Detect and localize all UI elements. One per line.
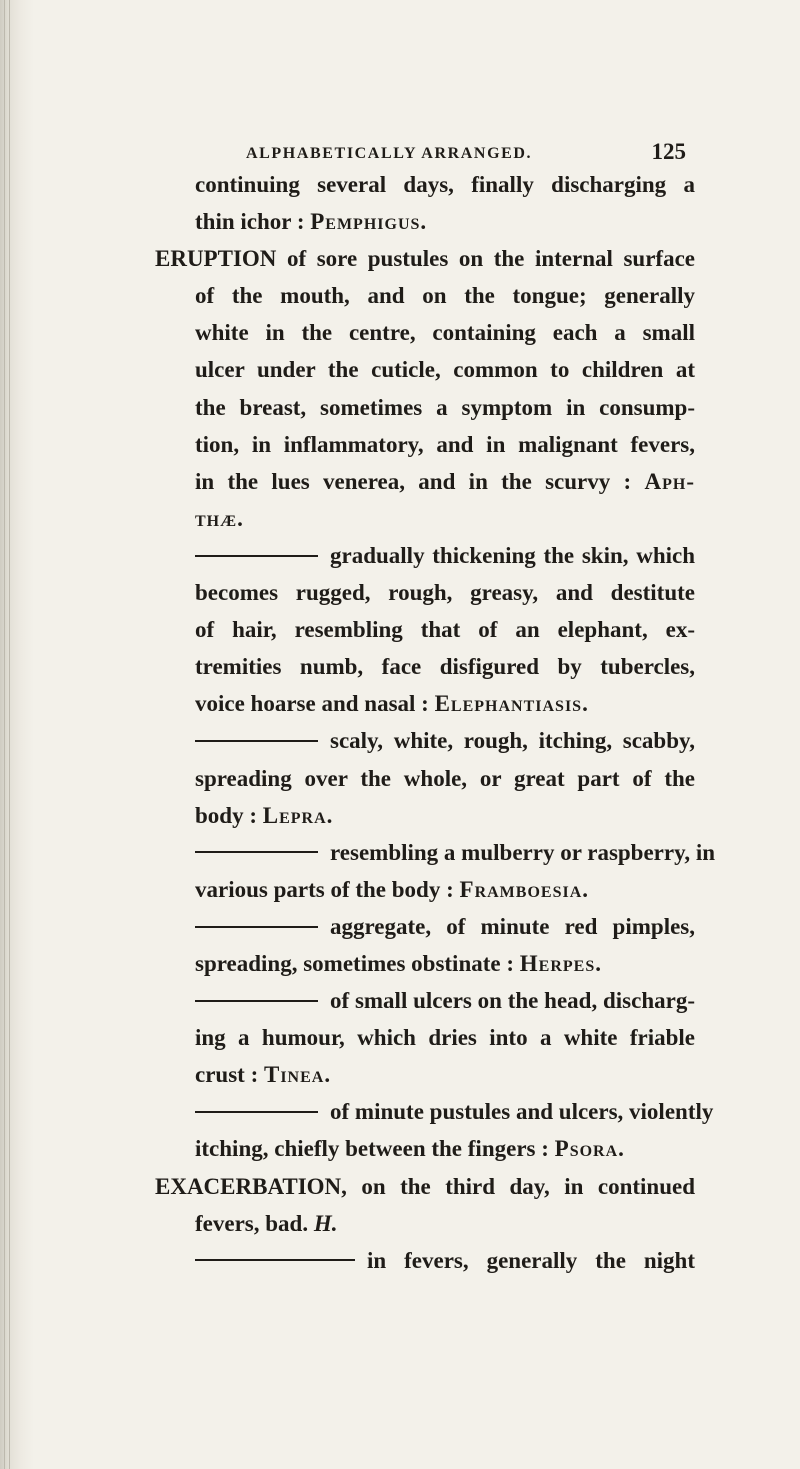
page-number: 125: [651, 139, 686, 164]
entry-headword-line: ERUPTION of sore pustules on the internal surface: [155, 246, 695, 272]
headword: EXACERBATION,: [155, 1173, 347, 1199]
text-line: itching, chiefly between the fingers : Psora.: [195, 1136, 625, 1162]
text-line: ing a humour, which dries into a white friable: [195, 1025, 695, 1051]
subentry-line: gradually thickening the skin, which: [155, 537, 695, 574]
term: Elephantiasis.: [434, 691, 589, 717]
text-line: in the lues venerea, and in the scurvy : Aph-: [195, 468, 695, 494]
text-line: voice hoarse and nasal : Elephantiasis.: [195, 691, 589, 717]
subentry-line: of small ulcers on the head, discharg-: [155, 982, 695, 1019]
gutter-line: [9, 0, 10, 1469]
text-line: the breast, sometimes a symptom in consump-: [195, 394, 695, 420]
headword: ERUPTION: [155, 246, 277, 272]
term: Herpes.: [519, 950, 602, 976]
ditto-dash: [195, 555, 318, 557]
text-line: tremities numb, face disfigured by tubercles,: [195, 654, 695, 680]
ditto-dash: [195, 1000, 318, 1002]
text-line: tion, in inflammatory, and in malignant fevers,: [195, 431, 695, 457]
text-line: thin ichor : Pemphigus.: [195, 209, 428, 235]
text-line: white in the centre, containing each a small: [195, 320, 695, 346]
text-line: spreading, sometimes obstinate : Herpes.: [195, 950, 602, 976]
page-gutter-shadow: [0, 0, 34, 1469]
subentry-line: in fevers, generally the night: [155, 1242, 695, 1279]
ditto-dash: [195, 740, 318, 742]
text-line: spreading over the whole, or great part of the: [195, 765, 695, 791]
running-head: ALPHABETICALLY ARRANGED.: [246, 145, 533, 162]
term: Pemphigus.: [310, 209, 428, 235]
text-line: of the mouth, and on the tongue; generally: [195, 283, 695, 309]
subentry-line: of minute pustules and ulcers, violently: [155, 1093, 695, 1130]
ditto-dash: [195, 1259, 355, 1261]
ditto-dash: [195, 1111, 318, 1113]
text-line: fevers, bad. H.: [195, 1210, 338, 1236]
term: Framboesia.: [459, 876, 589, 902]
text-line: various parts of the body : Framboesia.: [195, 876, 589, 902]
term: thæ.: [195, 505, 244, 531]
ditto-dash: [195, 851, 318, 853]
term: Psora.: [554, 1136, 625, 1162]
text-line: ulcer under the cuticle, common to children at: [195, 357, 695, 383]
gutter-line: [4, 0, 5, 1469]
ditto-dash: [195, 926, 318, 928]
term: Tinea.: [263, 1062, 332, 1088]
text-line: becomes rugged, rough, greasy, and destitute: [195, 580, 695, 606]
body-text: [155, 166, 716, 1279]
subentry-line: resembling a mulberry or raspberry, in: [155, 834, 695, 871]
text-line: body : Lepra.: [195, 802, 334, 828]
subentry-line: scaly, white, rough, itching, scabby,: [155, 722, 695, 759]
text-line: continuing several days, finally discharging a: [195, 172, 695, 197]
subentry-line: aggregate, of minute red pimples,: [155, 908, 695, 945]
text-line: of hair, resembling that of an elephant, ex-: [195, 617, 695, 643]
text-line: crust : Tinea.: [195, 1062, 332, 1088]
term: Lepra.: [262, 802, 334, 828]
entry-headword-line: EXACERBATION, on the third day, in continued: [155, 1173, 695, 1199]
term: Aph-: [644, 468, 695, 494]
text-line: [155, 500, 695, 537]
term: H.: [313, 1210, 338, 1236]
